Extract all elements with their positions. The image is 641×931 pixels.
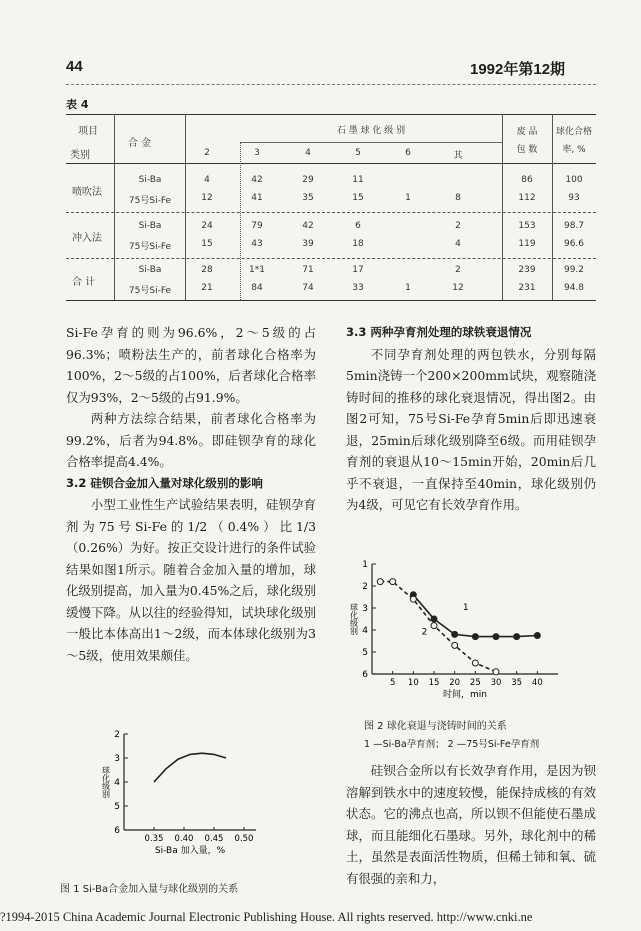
grade-cell: 74	[302, 283, 314, 293]
grade-cell: 28	[201, 265, 213, 275]
grade-cell: 12	[452, 283, 464, 293]
packs-cell: 119	[518, 239, 536, 249]
figure-2-chart	[346, 552, 566, 712]
grade-cell: 11	[352, 175, 364, 185]
x-tick-label: 20	[449, 678, 461, 688]
right-paragraph-2: 硅钡合金所以有长效孕育作用，是因为钡溶解到铁水中的速度较慢，能保持成核的有效状态。它的沸点也高，所以钡不但能使石墨成球，而且能细化石墨球。另外，球化剂中的稀土，虽然是表面活性物质，但稀土铈和氧、硫有很强的亲和力，	[346, 763, 596, 886]
x-tick-label: 30	[490, 678, 502, 688]
x-tick-label: 40	[531, 678, 543, 688]
x-tick-label: 5	[389, 678, 396, 688]
left-paragraph-2: 两种方法综合结果，前者球化合格率为99.2%，后者为94.8%。即硅钡孕育的球化合格率提高4.4%。	[66, 411, 316, 469]
y-tick-label: 4	[114, 778, 120, 788]
x-tick-label: 0.45	[204, 834, 224, 844]
grade-cell: 6	[355, 221, 361, 231]
y-tick-label: 4	[362, 626, 368, 636]
alloy-cell: Si-Ba	[138, 221, 162, 231]
y-axis-label: 球化级别	[101, 766, 111, 798]
rate-cell: 93	[568, 193, 580, 203]
grade-cell: 1*1	[249, 265, 265, 275]
y-tick-label: 3	[114, 754, 120, 764]
x-axis-label: 时间，min	[443, 690, 487, 700]
th-grade-2: 2	[204, 148, 210, 158]
table-title: 表 4	[66, 98, 89, 111]
x-tick-label: 15	[428, 678, 440, 688]
grade-cell: 4	[455, 239, 461, 249]
grade-cell: 1	[405, 283, 411, 293]
y-tick-label: 6	[114, 826, 120, 836]
x-tick-label: 0.40	[174, 834, 194, 844]
grade-cell: 2	[455, 265, 461, 275]
x-tick-label: 35	[511, 678, 523, 688]
th-grade-5: 5	[355, 148, 361, 158]
method-total: 合 计	[72, 277, 96, 288]
grade-cell: 71	[302, 265, 314, 275]
alloy-cell: 75号Si-Fe	[128, 286, 172, 296]
data-point	[493, 634, 499, 640]
th-grade-6: 6	[405, 148, 411, 158]
th-rate-unit: 率, %	[562, 145, 586, 155]
data-point	[493, 669, 499, 675]
right-paragraph-1: 不同孕育剂处理的两包铁水，分别每隔5min浇铸一个200×200mm试块，观察随浇铸时间的推移的球化衰退情况，得出图2。由图2可知，75号Si-Fe孕育5min后即迅速衰退，25min后球化级别降至6级。而用硅钡孕育剂的衰退从10～15min开始，20min后几乎不衰退，一直保持至40min，球化级别仍为4级，可见它有长效孕育作用。	[346, 346, 596, 512]
grade-cell: 1	[405, 193, 411, 203]
grade-cell: 15	[201, 239, 213, 249]
grade-cell: 42	[302, 221, 314, 231]
right-column-top	[346, 322, 596, 516]
data-point	[534, 633, 540, 639]
data-point	[431, 616, 437, 622]
alloy-cell: 75号Si-Fe	[128, 242, 172, 252]
data-point	[514, 634, 520, 640]
rate-cell: 94.8	[563, 283, 585, 293]
method-spray: 喷吹法	[72, 187, 102, 198]
series-line	[413, 595, 537, 637]
method-pour: 冲入法	[72, 233, 102, 244]
packs-cell: 86	[521, 175, 533, 185]
th-alloy: 合 金	[128, 138, 152, 149]
y-tick-label: 5	[362, 648, 368, 658]
data-point	[431, 623, 437, 629]
alloy-cell: Si-Ba	[138, 265, 162, 275]
data-point	[472, 660, 478, 666]
rate-cell: 96.6	[563, 239, 585, 249]
data-point	[390, 579, 396, 585]
grade-cell: 12	[201, 193, 213, 203]
th-grade: 石 墨 球 化 级 别	[336, 126, 406, 136]
packs-cell: 231	[518, 283, 536, 293]
grade-cell: 39	[302, 239, 314, 249]
th-grade-4: 4	[305, 148, 311, 158]
grade-cell: 15	[352, 193, 364, 203]
y-tick-label: 6	[362, 670, 368, 680]
rate-cell: 100	[565, 175, 583, 185]
section-3-3-heading: 3.3 两种孕育剂处理的球铁衰退情况	[346, 325, 532, 339]
grade-cell: 84	[251, 283, 263, 293]
grade-cell: 42	[251, 175, 263, 185]
alloy-cell: Si-Ba	[138, 175, 162, 185]
issue-label: 1992年第12期	[470, 61, 566, 78]
grade-cell: 4	[204, 175, 210, 185]
th-waste: 废 品	[516, 127, 538, 137]
packs-cell: 153	[518, 221, 536, 231]
th-rate: 球化合格	[555, 127, 593, 137]
alloy-cell: 75号Si-Fe	[128, 196, 172, 206]
grade-cell: 43	[251, 239, 263, 249]
th-category: 类别	[70, 150, 90, 161]
x-tick-label: 10	[407, 678, 419, 688]
series-line	[380, 582, 496, 672]
data-point	[472, 634, 478, 640]
data-point	[452, 642, 458, 648]
data-point	[377, 579, 383, 585]
y-tick-label: 1	[362, 560, 368, 570]
y-axis-label: 球化级别	[349, 603, 359, 635]
rate-cell: 99.2	[563, 265, 585, 275]
series-label: 2	[421, 627, 428, 638]
packs-cell: 239	[518, 265, 536, 275]
grade-cell: 41	[251, 193, 263, 203]
series-line	[154, 753, 226, 782]
figure-1-caption: 图 1 Si-Ba合金加入量与球化级别的关系	[60, 884, 239, 895]
grade-cell: 18	[352, 239, 364, 249]
x-tick-label: 25	[469, 678, 481, 688]
header-rule	[66, 84, 596, 85]
data-point	[410, 596, 416, 602]
section-3-2-heading: 3.2 硅钡合金加入量对球化级别的影响	[66, 475, 263, 490]
th-grade-other: 其	[453, 151, 463, 161]
figure-1-chart	[96, 722, 266, 864]
packs-cell: 112	[518, 193, 536, 203]
grade-cell: 29	[302, 175, 314, 185]
th-packs: 包 数	[516, 145, 538, 155]
grade-cell: 35	[302, 193, 314, 203]
grade-cell: 17	[352, 265, 364, 275]
y-tick-label: 2	[114, 730, 120, 740]
grade-cell: 8	[455, 193, 461, 203]
rate-cell: 98.7	[563, 221, 585, 231]
y-tick-label: 5	[114, 802, 120, 812]
footer-copyright: ?1994-2015 China Academic Journal Electronic Publishing House. All rights reserved. http://www.cnki.ne	[0, 910, 533, 924]
left-paragraph-3: 小型工业性生产试验结果表明，硅钡孕育剂为75号Si-Fe的1/2（0.4%）比1/3（0.26%）为好。按正交设计进行的条件试验结果如图1所示。随着合金加入量的增加，球化级别提高，加入量为0.45%之后，球化级别缓慢下降。从以往的经验得知，试块球化级别一般比本体高出1～2级，而本体球化级别为3～5级，使用效果颇佳。	[66, 497, 317, 663]
data-point	[452, 631, 458, 637]
th-project: 项目	[78, 126, 98, 137]
grade-cell: 21	[201, 283, 213, 293]
grade-cell: 24	[201, 221, 213, 231]
x-axis-label: Si-Ba 加入量，%	[154, 846, 226, 856]
series-label: 1	[462, 603, 469, 614]
y-tick-label: 2	[362, 582, 368, 592]
th-grade-3: 3	[254, 148, 260, 158]
grade-cell: 33	[352, 283, 364, 293]
grade-cell: 79	[251, 221, 263, 231]
y-tick-label: 3	[362, 604, 368, 614]
grade-cell: 2	[455, 221, 461, 231]
left-paragraph-1: Si-Fe孕育的则为96.6%，2～5级的占96.3%；喷粉法生产的，前者球化合格率为100%，2～5级的占100%，后者球化合格率仅为93%，2～5级的占91.9%。	[66, 325, 316, 405]
figure-2-caption: 图 2 球化衰退与浇铸时间的关系	[364, 721, 507, 732]
right-column-bottom	[346, 760, 596, 889]
x-tick-label: 0.35	[144, 834, 164, 844]
figure-2-legend-text: 1 —Si-Ba孕育剂； 2 —75号Si-Fe孕育剂	[364, 739, 540, 750]
left-column	[66, 322, 316, 666]
x-tick-label: 0.50	[234, 834, 254, 844]
page-number: 44	[66, 58, 83, 75]
